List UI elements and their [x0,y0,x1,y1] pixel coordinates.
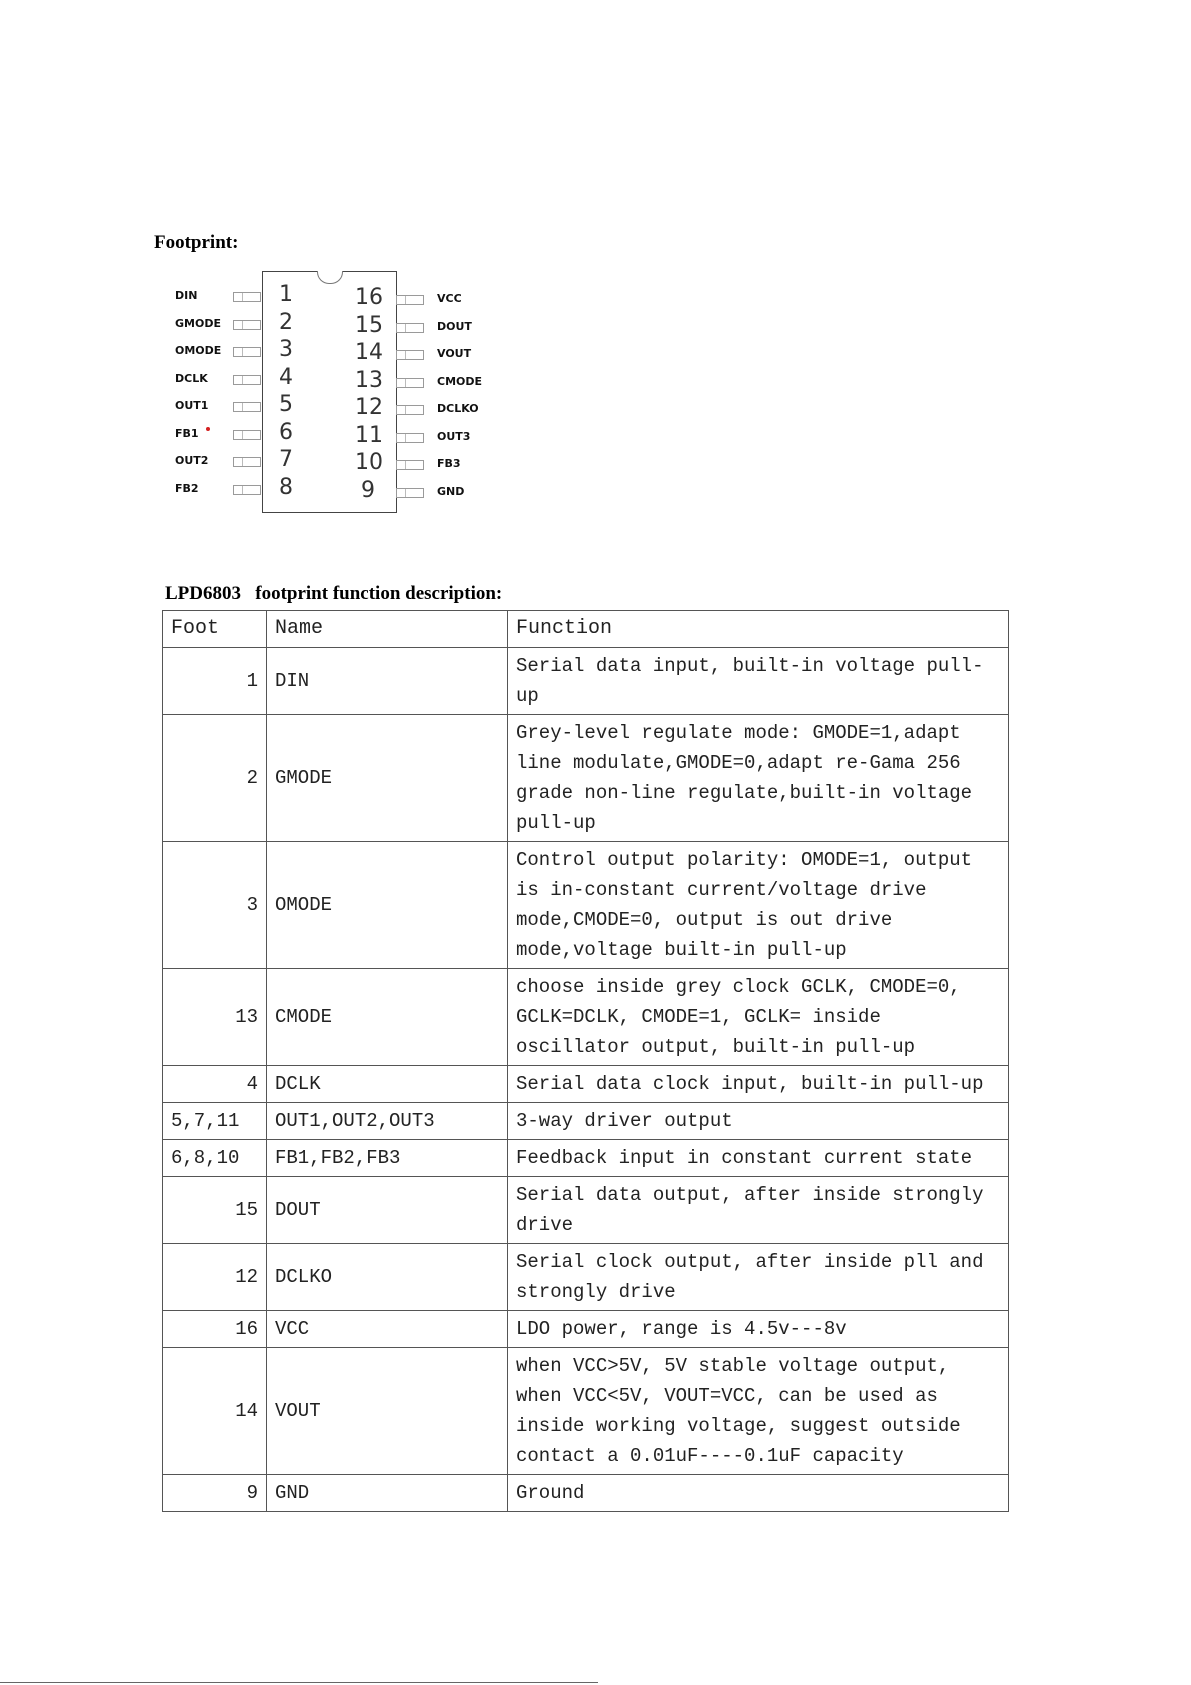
pin-number: 7 [279,447,293,472]
cell-name: VOUT [267,1348,508,1475]
pin-number: 6 [279,419,293,445]
pin-6-left [175,419,295,445]
table-row [163,1103,1009,1140]
pin-number: 10 [355,450,383,475]
pin-lead [396,350,424,360]
pin-label: DOUT [437,319,472,333]
cell-foot: 5,7,11 [163,1103,267,1140]
table-row [163,1244,1009,1311]
pin-lead [396,295,424,305]
pin-lead [396,433,424,443]
pin-number: 13 [355,367,383,393]
pin-label: OUT1 [175,399,209,412]
pin-number: 8 [279,474,293,500]
cell-function: when VCC>5V, 5V stable voltage output, when VCC<5V, VOUT=VCC, can be used as inside working voltage, suggest outside contact a 0.01uF----0.1uF capacity [508,1348,1009,1475]
pin-number: 12 [355,395,383,420]
cell-function: Serial data output, after inside strongly drive [508,1177,1009,1244]
header-foot: Foot [163,611,267,648]
cell-name: OUT1,OUT2,OUT3 [267,1103,508,1140]
cell-foot: 13 [163,969,267,1066]
pin-label: OUT3 [437,429,471,443]
pin-lead [396,405,424,415]
cell-name: FB1,FB2,FB3 [267,1140,508,1177]
pin-13-right [355,367,505,393]
cell-foot: 15 [163,1177,267,1244]
table-row [163,1066,1009,1103]
cell-name: VCC [267,1311,508,1348]
pin-label: CMODE [437,374,483,388]
pin-7-left [175,447,295,472]
pin-lead [233,457,261,467]
pin-lead [233,292,261,302]
cell-foot: 6,8,10 [163,1140,267,1177]
pin-number: 16 [355,285,383,310]
cell-function: 3-way driver output [508,1103,1009,1140]
pin-lead [233,375,261,385]
cell-name: DIN [267,648,508,715]
pin-14-right [355,340,505,365]
header-name: Name [267,611,508,648]
pin-lead [233,485,261,495]
table-row [163,1348,1009,1475]
pin-lead [233,320,261,330]
pin-3-left [175,337,295,362]
pin-9-right [355,477,505,503]
cell-function: Feedback input in constant current state [508,1140,1009,1177]
table-row [163,969,1009,1066]
pin-label: GND [437,484,465,498]
cell-function: LDO power, range is 4.5v---8v [508,1311,1009,1348]
pin-label: DCLK [175,371,208,385]
pin-number: 11 [355,422,383,448]
pin-15-right [355,312,505,338]
footprint-heading: Footprint: [154,232,239,253]
pin-1-left [175,282,295,307]
cell-foot: 4 [163,1066,267,1103]
pin-number: 5 [279,392,293,417]
pin-16-right [355,285,505,310]
cell-name: GMODE [267,715,508,842]
cell-function: Control output polarity: OMODE=1, output is in-constant current/voltage drive mode,CMODE=0, output is out drive mode,voltage built-in pull-up [508,842,1009,969]
pin-12-right [355,395,505,420]
pin-number: 4 [279,364,293,390]
pin-lead [396,323,424,333]
table-row [163,715,1009,842]
table-heading: LPD6803 footprint function description: [165,583,503,604]
pin-lead [233,430,261,440]
table-row [163,842,1009,969]
chip-notch [317,271,343,284]
cell-name: DOUT [267,1177,508,1244]
cell-foot: 3 [163,842,267,969]
function-table [162,610,1009,1512]
pin-label: FB3 [437,457,461,470]
pin-label: DCLKO [437,402,479,415]
cell-foot: 16 [163,1311,267,1348]
header-function: Function [508,611,1009,648]
pin-number: 2 [279,309,293,335]
cell-name: DCLKO [267,1244,508,1311]
pin-number: 3 [279,337,293,362]
pin-lead [396,488,424,498]
cell-function: Grey-level regulate mode: GMODE=1,adapt line modulate,GMODE=0,adapt re-Gama 256 grade non-line regulate,built-in voltage pull-up [508,715,1009,842]
pin-lead [233,347,261,357]
cell-name: DCLK [267,1066,508,1103]
cell-function: Ground [508,1475,1009,1512]
table-row [163,1140,1009,1177]
pin-2-left [175,309,295,335]
table-row [163,1475,1009,1512]
chip-pinout-diagram [175,268,505,518]
table-row [163,648,1009,715]
cell-name: GND [267,1475,508,1512]
pin-11-right [355,422,505,448]
cell-name: OMODE [267,842,508,969]
pin-label: VOUT [437,347,472,360]
cell-name: CMODE [267,969,508,1066]
pin-label: GMODE [175,316,221,330]
cell-function: Serial data clock input, built-in pull-up [508,1066,1009,1103]
pin-lead [396,460,424,470]
table-row [163,1311,1009,1348]
cell-foot: 9 [163,1475,267,1512]
pin-label: FB2 [175,481,199,495]
pin-number: 9 [361,477,375,503]
pin-10-right [355,450,505,475]
pin-number: 1 [279,282,293,307]
cell-function: choose inside grey clock GCLK, CMODE=0, GCLK=DCLK, CMODE=1, GCLK= inside oscillator output, built-in pull-up [508,969,1009,1066]
pin-5-left [175,392,295,417]
pin-label: VCC [437,292,462,305]
pin-label: OMODE [175,344,222,357]
pin-number: 14 [355,340,383,365]
cell-foot: 12 [163,1244,267,1311]
cell-function: Serial clock output, after inside pll and strongly drive [508,1244,1009,1311]
pin-4-left [175,364,295,390]
cell-function: Serial data input, built-in voltage pull-up [508,648,1009,715]
pin-label: OUT2 [175,454,209,467]
cell-foot: 2 [163,715,267,842]
pin-label: FB1 [175,426,199,440]
pin-lead [396,378,424,388]
pin-8-left [175,474,295,500]
footer-divider [0,1682,598,1683]
cell-foot: 14 [163,1348,267,1475]
pin-marker-dot [206,427,210,431]
table-header-row [163,611,1009,648]
table-row [163,1177,1009,1244]
table-body [163,648,1009,1512]
pin-lead [233,402,261,412]
pin-label: DIN [175,289,198,302]
cell-foot: 1 [163,648,267,715]
pin-number: 15 [355,312,383,338]
